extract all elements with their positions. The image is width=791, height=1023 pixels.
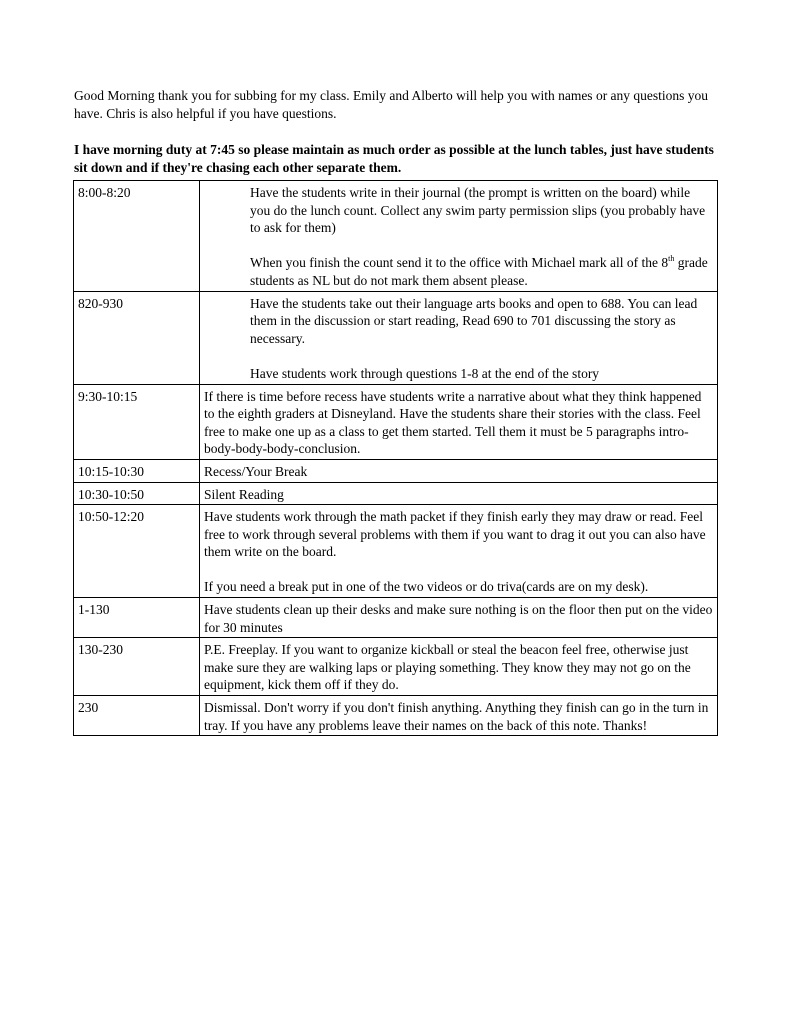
time-cell: 10:15-10:30 <box>74 459 200 482</box>
intro-paragraph: Good Morning thank you for subbing for my class. Emily and Alberto will help you with names or any questions you have. Chris is also helpful if you have questions. <box>74 87 709 121</box>
activity-cell <box>200 505 718 598</box>
activity-cell <box>200 459 718 482</box>
activity-cell <box>200 598 718 638</box>
schedule-table <box>73 180 718 736</box>
activity-cell <box>200 482 718 505</box>
table-row <box>74 181 718 292</box>
time-cell: 10:30-10:50 <box>74 482 200 505</box>
activity-cell <box>200 638 718 696</box>
time-cell: 230 <box>74 696 200 736</box>
table-row <box>74 291 718 384</box>
activity-cell <box>200 291 718 384</box>
morning-duty-note: I have morning duty at 7:45 so please maintain as much order as possible at the lunch tables, just have students sit down and if they're chasing each other separate them. <box>74 141 714 175</box>
activity-text: When you finish the count send it to the office with Michael mark all of the 8 <box>250 255 669 271</box>
activity-paragraph: Have students clean up their desks and make sure nothing is on the floor then put on the video for 30 minutes <box>204 602 713 635</box>
activity-paragraph: P.E. Freeplay. If you want to organize kickball or steal the beacon feel free, otherwise just make sure they are walking laps or playing something. They know they may not go on the equipment, kick them off if they do. <box>204 642 691 693</box>
activity-text: grade students as NL but do not mark them absent please. <box>250 255 708 288</box>
time-cell: 8:00-8:20 <box>74 181 200 292</box>
table-row <box>74 459 718 482</box>
time-cell: 820-930 <box>74 291 200 384</box>
table-row <box>74 638 718 696</box>
ordinal-suffix: th <box>668 254 675 264</box>
time-cell: 130-230 <box>74 638 200 696</box>
table-row <box>74 384 718 459</box>
activity-paragraph: If you need a break put in one of the two videos or do triva(cards are on my desk). <box>204 579 649 595</box>
activity-cell <box>200 384 718 459</box>
activity-paragraph: Dismissal. Don't worry if you don't finish anything. Anything they finish can go in the turn in tray. If you have any problems leave their names on the back of this note. Thanks! <box>204 700 709 733</box>
activity-paragraph: Have students work through the math packet if they finish early they may draw or read. Feel free to work through several problems with them if you want to drag it out you can also have them write on the board. <box>204 509 706 560</box>
time-cell: 9:30-10:15 <box>74 384 200 459</box>
time-cell: 10:50-12:20 <box>74 505 200 598</box>
table-row <box>74 482 718 505</box>
activity-paragraph: If there is time before recess have students write a narrative about what they think happened to the eighth graders at Disneyland. Have the students share their stories with the class. Feel free to make one up as a class to get them started. Tell them it must be 5 paragraphs intro-body-body-body-conclusion. <box>204 388 702 457</box>
activity-paragraph: Have students work through questions 1-8 at the end of the story <box>250 365 600 381</box>
activity-paragraph: Silent Reading <box>204 486 284 502</box>
activity-paragraph <box>250 254 713 289</box>
activity-paragraph: Have the students take out their language arts books and open to 688. You can lead them in the discussion or start reading, Read 690 to 701 discussing the story as necessary. <box>250 295 698 346</box>
table-row <box>74 598 718 638</box>
table-row <box>74 505 718 598</box>
activity-paragraph: Have the students write in their journal (the prompt is written on the board) while you do the lunch count. Collect any swim party permission slips (you probably have to ask for them) <box>250 185 706 236</box>
time-cell: 1-130 <box>74 598 200 638</box>
table-row <box>74 696 718 736</box>
activity-cell <box>200 696 718 736</box>
activity-paragraph: Recess/Your Break <box>204 463 308 479</box>
activity-cell <box>200 181 718 292</box>
